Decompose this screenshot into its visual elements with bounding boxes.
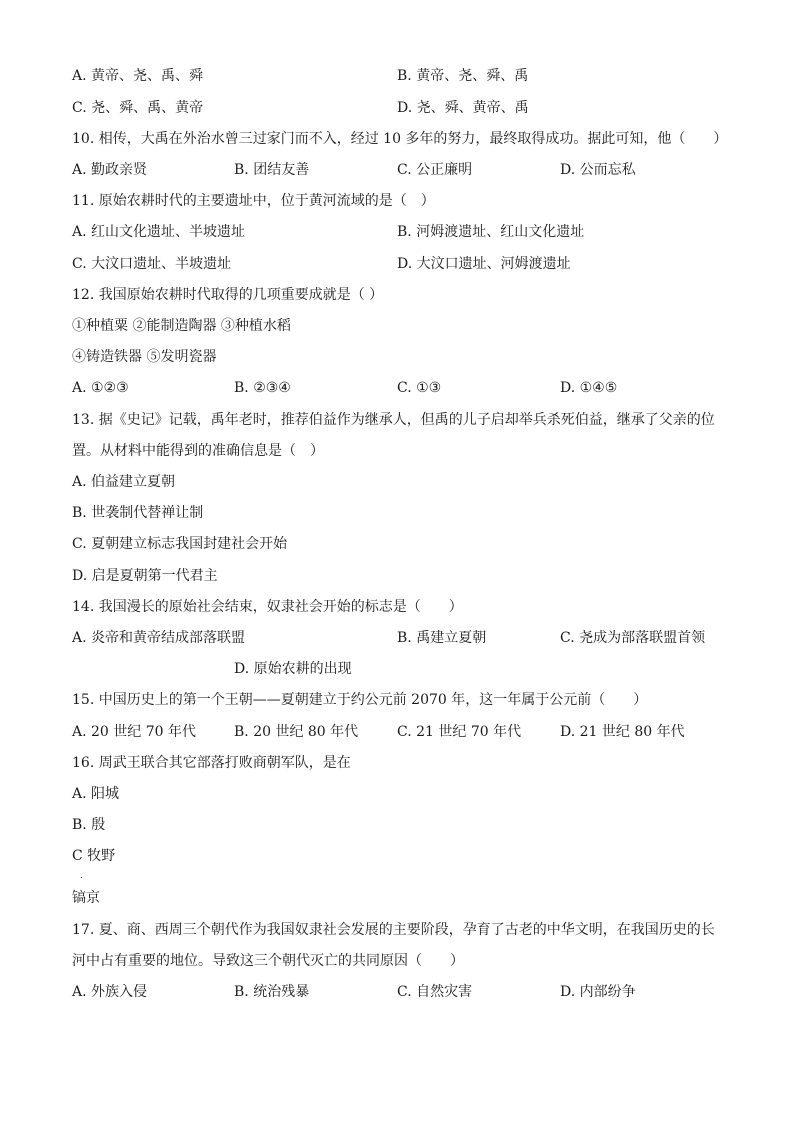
q17-stem-line2: 河中占有重要的地位。导致这三个朝代灭亡的共同原因（ ）: [72, 953, 464, 969]
q15-option-d: D. 21 世纪 80 年代: [560, 724, 685, 740]
q12-items-row1: ①种植粟 ②能制造陶器 ③种植水稻: [72, 318, 291, 334]
q10-option-d: D. 公而忘私: [560, 162, 636, 178]
q12-option-d: D. ①④⑤: [560, 380, 618, 396]
q12-options: [72, 377, 722, 399]
q12-option-a: A. ①②③: [72, 380, 129, 396]
q14-option-d: D. 原始农耕的出现: [234, 661, 352, 677]
q16-option-a: A. 阳城: [72, 786, 120, 802]
q13-stem-line1: 13. 据《史记》记载，禹年老时，推荐伯益作为继承人，但禹的儿子启却举兵杀死伯益，继承了父亲的位: [72, 412, 715, 428]
q16-stem: 16. 周武王联合其它部落打败商朝军队，是在: [72, 755, 351, 771]
q15-option-b: B. 20 世纪 80 年代: [234, 724, 359, 740]
q11-option-a: A. 红山文化遗址、半坡遗址: [72, 224, 246, 240]
q12-items-row2: ④铸造铁器 ⑤发明瓷器: [72, 349, 217, 365]
q17-options: [72, 981, 722, 1003]
q10-option-a: A. 勤政亲贤: [72, 162, 148, 178]
q14-option-b: B. 禹建立夏朝: [397, 630, 487, 646]
q13-option-a: A. 伯益建立夏朝: [72, 474, 176, 490]
q9-option-d: D. 尧、舜、黄帝、禹: [397, 100, 529, 116]
q14-option-a: A. 炎帝和黄帝结成部落联盟: [72, 630, 246, 646]
q16-option-b: B. 殷: [72, 817, 106, 833]
q14-option-c: C. 尧成为部落联盟首领: [560, 630, 706, 646]
q13-option-d: D. 启是夏朝第一代君主: [72, 568, 218, 584]
q12-option-b: B. ②③④: [234, 380, 291, 396]
q17-option-d: D. 内部纷争: [560, 984, 636, 1000]
q10-option-b: B. 团结友善: [234, 162, 310, 178]
q11-options-row2: [72, 253, 722, 275]
q17-option-c: C. 自然灾害: [397, 984, 473, 1000]
q9-option-a: A. 黄帝、尧、禹、舜: [72, 68, 204, 84]
q17-option-b: B. 统治残暴: [234, 984, 310, 1000]
q9-options-row2: [72, 97, 722, 119]
q16-option-d: 镐京: [72, 890, 100, 906]
q10-options: [72, 159, 722, 181]
q9-options-row1: [72, 65, 722, 87]
q16-option-d-dot: .: [80, 871, 83, 880]
q15-stem: 15. 中国历史上的第一个王朝——夏朝建立于约公元前 2070 年，这一年属于公元前（ ）: [72, 692, 648, 708]
q10-option-c: C. 公正廉明: [397, 162, 473, 178]
q14-options-row2: [72, 658, 722, 680]
q9-option-b: B. 黄帝、尧、舜、禹: [397, 68, 529, 84]
q14-options-row1: [72, 627, 722, 649]
q13-stem-line2: 置。从材料中能得到的准确信息是（ ）: [72, 443, 324, 459]
q13-option-b: B. 世袭制代替禅让制: [72, 505, 204, 521]
q15-option-c: C. 21 世纪 70 年代: [397, 724, 522, 740]
q12-option-c: C. ①③: [397, 380, 442, 396]
q10-stem: 10. 相传，大禹在外治水曾三过家门而不入，经过 10 多年的努力，最终取得成功。据此可知，他（ ）: [72, 131, 728, 147]
q9-option-c: C. 尧、舜、禹、黄帝: [72, 100, 204, 116]
q11-option-b: B. 河姆渡遗址、红山文化遗址: [397, 224, 585, 240]
q16-option-c: C 牧野: [72, 848, 116, 864]
q15-options: [72, 721, 722, 743]
q11-option-d: D. 大汶口遗址、河姆渡遗址: [397, 256, 571, 272]
q15-option-a: A. 20 世纪 70 年代: [72, 724, 196, 740]
q14-stem: 14. 我国漫长的原始社会结束，奴隶社会开始的标志是（ ）: [72, 599, 463, 615]
q12-stem: 12. 我国原始农耕时代取得的几项重要成就是（ ）: [72, 287, 384, 303]
q11-options-row1: [72, 221, 722, 243]
q17-option-a: A. 外族入侵: [72, 984, 148, 1000]
q11-stem: 11. 原始农耕时代的主要遗址中，位于黄河流域的是（ ）: [72, 193, 435, 209]
q11-option-c: C. 大汶口遗址、半坡遗址: [72, 256, 232, 272]
q13-option-c: C. 夏朝建立标志我国封建社会开始: [72, 536, 288, 552]
q17-stem-line1: 17. 夏、商、西周三个朝代作为我国奴隶社会发展的主要阶段，孕育了古老的中华文明，在我国历史的长: [72, 922, 715, 938]
